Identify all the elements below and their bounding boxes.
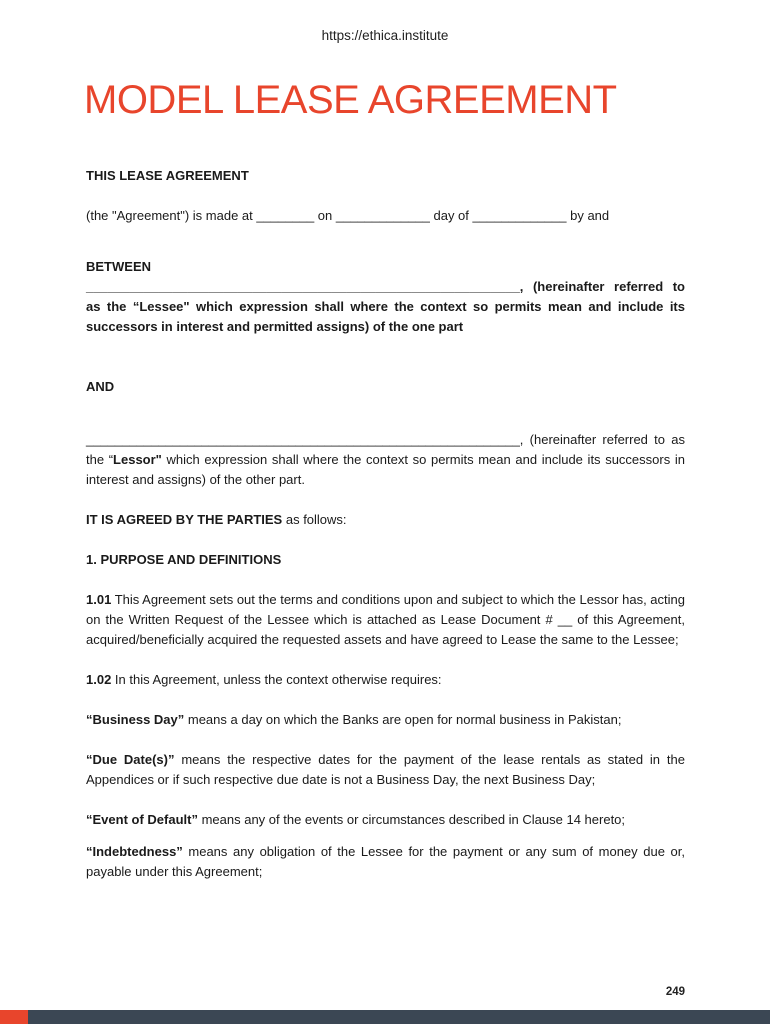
clause-number: 1.01 bbox=[86, 592, 112, 607]
section-heading: 1. PURPOSE AND DEFINITIONS bbox=[86, 552, 282, 567]
document-body bbox=[86, 166, 685, 882]
agreed-line bbox=[86, 510, 685, 530]
definition-term: “Business Day” bbox=[86, 712, 185, 727]
footer-bar bbox=[0, 1010, 770, 1024]
clause-text: This Agreement sets out the terms and conditions upon and subject to which the Lessor has, acting on the Written Request of the Lessee which is attached as Lease Document # __ of this Agreement, acquired/beneficially acquired the requested assets and have agreed to Lease the same to the Lessee; bbox=[86, 592, 685, 647]
page-number: 249 bbox=[665, 986, 685, 998]
lessor-paragraph bbox=[86, 430, 685, 490]
definition-text: means any obligation of the Lessee for the payment or any sum of money due or, payable under this Agreement; bbox=[86, 844, 685, 879]
definition-text: means the respective dates for the payment of the lease rentals as stated in the Appendices or if such respective due date is not a Business Day, the next Business Day; bbox=[86, 752, 685, 787]
agreement-heading: THIS LEASE AGREEMENT bbox=[86, 168, 249, 183]
definition-term: “Event of Default” bbox=[86, 812, 198, 827]
and-label: AND bbox=[86, 379, 115, 394]
source-url: https://ethica.institute bbox=[321, 28, 449, 43]
lessor-rest: which expression shall where the context so permits mean and include its successors in interest and assigns) of the other part. bbox=[86, 452, 685, 487]
definition-due-dates bbox=[86, 750, 685, 790]
clause-text: In this Agreement, unless the context otherwise requires: bbox=[111, 672, 442, 687]
footer-accent bbox=[0, 1010, 28, 1024]
definition-event-of-default bbox=[86, 810, 685, 830]
lessee-paragraph: ____________________________________________________________, (hereinafter referred to as the “Lessee" which expression shall where the context so permits mean and include its successors in interest and permitted assigns) of the one part bbox=[86, 279, 685, 334]
definition-text: means any of the events or circumstances described in Clause 14 hereto; bbox=[197, 812, 626, 827]
agreed-bold: IT IS AGREED BY THE PARTIES bbox=[86, 512, 283, 527]
clause-1-02 bbox=[86, 670, 685, 690]
definition-indebtedness bbox=[86, 842, 685, 882]
clause-number: 1.02 bbox=[86, 672, 112, 687]
definition-business-day bbox=[86, 710, 685, 730]
definition-term: “Indebtedness” bbox=[86, 844, 183, 859]
definition-term: “Due Date(s)” bbox=[86, 752, 175, 767]
agreement-made-at: (the "Agreement") is made at ________ on _____________ day of _____________ by and bbox=[86, 208, 610, 223]
clause-1-01 bbox=[86, 590, 685, 650]
agreed-rest: as follows: bbox=[282, 512, 347, 527]
definition-text: means a day on which the Banks are open for normal business in Pakistan; bbox=[184, 712, 622, 727]
lessor-term: Lessor" bbox=[113, 452, 162, 467]
between-label: BETWEEN bbox=[86, 259, 151, 274]
lessor-blank: ____________________________________________________________, (hereinafter referred to as the “ bbox=[86, 432, 685, 467]
document-title: MODEL LEASE AGREEMENT bbox=[84, 78, 617, 122]
